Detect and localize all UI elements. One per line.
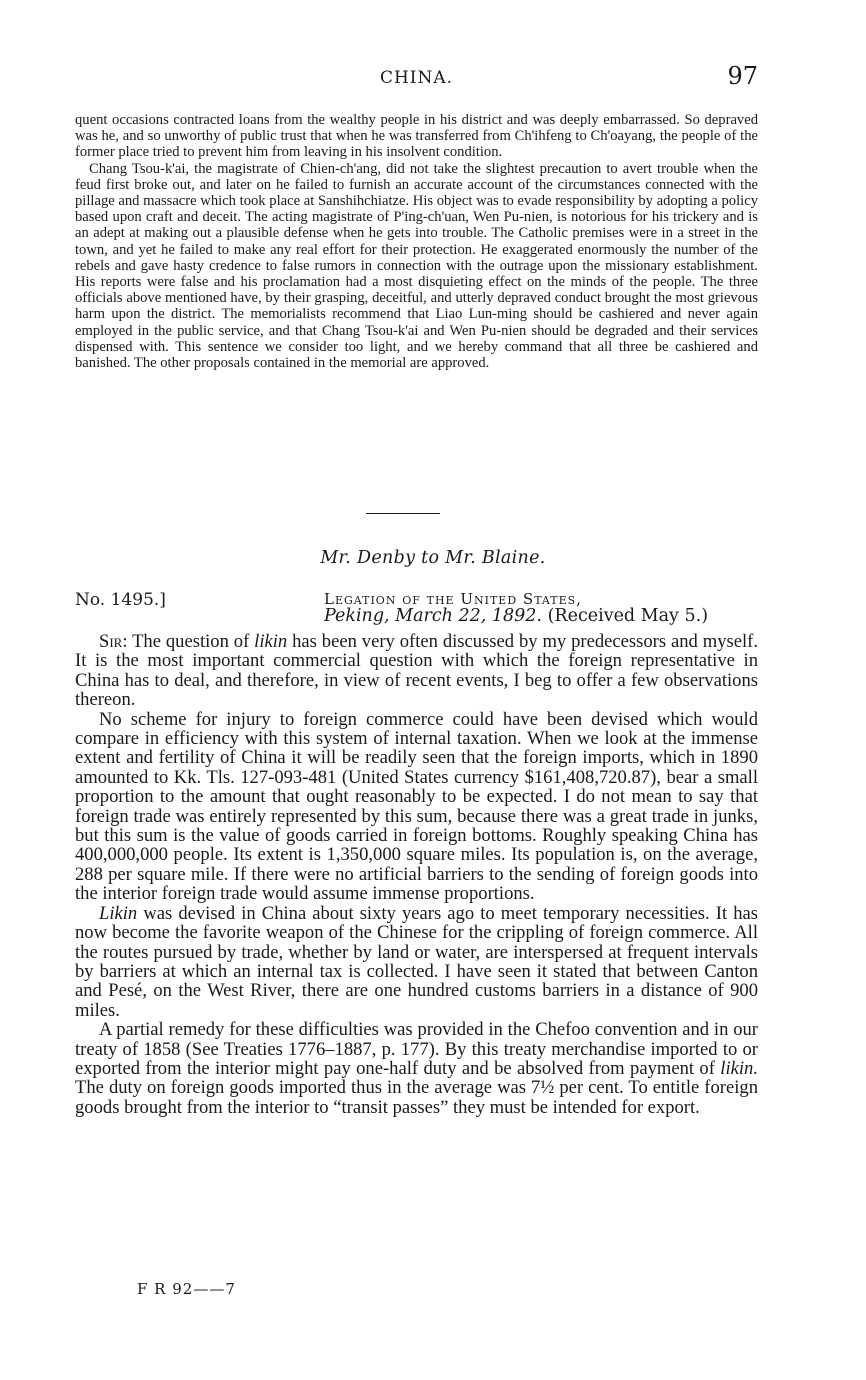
- italic-term: Likin: [99, 902, 138, 924]
- text-run: A partial remedy for these difficulties was provided in the Chefoo convention and in our treaty of 1858 (See Treaties 1776–1887, p. 177). By this treaty merchandise imported to or exported from the interior might pay one-half duty and be absolved from payment of: [75, 1019, 758, 1079]
- dateline: [324, 606, 708, 626]
- text-run: was devised in China about sixty years ago to meet temporary necessities. It has now become the favorite weapon of the Chinese for the crippling of foreign commerce. All the routes pursued by trade, whether by land or water, are interspersed at frequent intervals by barriers at which an internal tax is collected. I have seen it stated that between Canton and Pesé, on the West River, there are one hundred customs barriers in a distance of 900 miles.: [75, 902, 758, 1021]
- page-header: [75, 62, 758, 92]
- body-paragraph: No scheme for injury to foreign commerce could have been devised which would compare in efficiency with this system of internal taxation. When we look at the immense extent and fertility of China it will be readily seen that the foreign imports, which in 1890 amounted to Kk. Tls. 127-093-481 (United States currency $161,408,720.87), bear a small proportion to the amount that ought reasonably to be expected. I do not mean to say that foreign trade was entirely represented by this sum, because there was a great trade in junks, but this sum is the value of goods carried in foreign bottoms. Roughly speaking China has 400,000,000 people. Its extent is 1,350,000 square miles. Its population is, on the average, 288 per square mile. If there were no artificial barriers to the sending of foreign goods into the interior foreign trade would assume immense proportions.: [75, 708, 758, 905]
- letter-title: Mr. Denby to Mr. Blaine.: [320, 548, 546, 568]
- section-divider: [366, 513, 440, 514]
- text-run: The duty on foreign goods imported thus in the average was 7½ per cent. To entitle foreign goods brought from the interior to “transit passes” they must be intended for export.: [75, 1077, 758, 1118]
- body-paragraph: [75, 632, 758, 710]
- body-paragraph: [75, 904, 758, 1020]
- edict-paragraph: quent occasions contracted loans from the wealthy people in his district and was deeply embarrassed. So depraved was he, and so unworthy of public trust that when he was transferred from Ch'ihfeng to Ch'oayang, the people of the former place tried to prevent him from leaving in his insolvent condition.: [75, 112, 758, 161]
- text-run: has been very often discussed by my predecessors and myself. It is the most important commercial question with which the foreign representative in China has to deal, and therefore, in view of recent events, I beg to offer a few observations thereon.: [75, 631, 758, 711]
- salutation: Sir:: [99, 631, 128, 652]
- despatch-number: No. 1495.]: [75, 590, 166, 610]
- legation-heading: Legation of the United States,: [324, 590, 582, 608]
- printer-signature: F R 92——7: [137, 1280, 236, 1298]
- running-head: CHINA.: [379, 68, 454, 88]
- place-date: Peking, March 22, 1892.: [324, 606, 542, 626]
- received-date: (Received May 5.): [547, 606, 709, 626]
- italic-term: likin.: [720, 1057, 758, 1079]
- page-number: 97: [727, 62, 758, 90]
- body-paragraph: [75, 1020, 758, 1117]
- letter-body: [75, 632, 758, 1117]
- edict-text: [75, 112, 758, 371]
- edict-paragraph: Chang Tsou-k'ai, the magistrate of Chien-ch'ang, did not take the slightest precaution to avert trouble when the feud first broke out, and later on he failed to furnish an accurate account of the circumstances connected with the pillage and massacre which took place at Sanshihchiatze. His object was to evade responsibility by adopting a policy based upon craft and deceit. The acting magistrate of P'ing-ch'uan, Wen Pu-nien, is notorious for his trickery and is an adept at making out a plausible defense when he gets into trouble. The Catholic premises were in a street in the town, and yet he failed to make any real effort for their protection. He exaggerated enormously the number of the rebels and gave hasty credence to false rumors in connection with the outrage upon the missionary establishment. His reports were false and his proclamation had a most disquieting effect on the minds of the people. The three officials above mentioned have, by their grasping, deceitful, and utterly depraved conduct brought the most grievous harm upon the district. The memorialists recommend that Liao Lun-ming should be cashiered and never again employed in the public service, and that Chang Tsou-k'ai and Wen Pu-nien should be degraded and their services dispensed with. This sentence we consider too light, and we hereby command that all three be cashiered and banished. The other proposals contained in the memorial are approved.: [75, 160, 758, 372]
- text-run: The question of: [132, 631, 255, 652]
- italic-term: likin: [254, 631, 288, 652]
